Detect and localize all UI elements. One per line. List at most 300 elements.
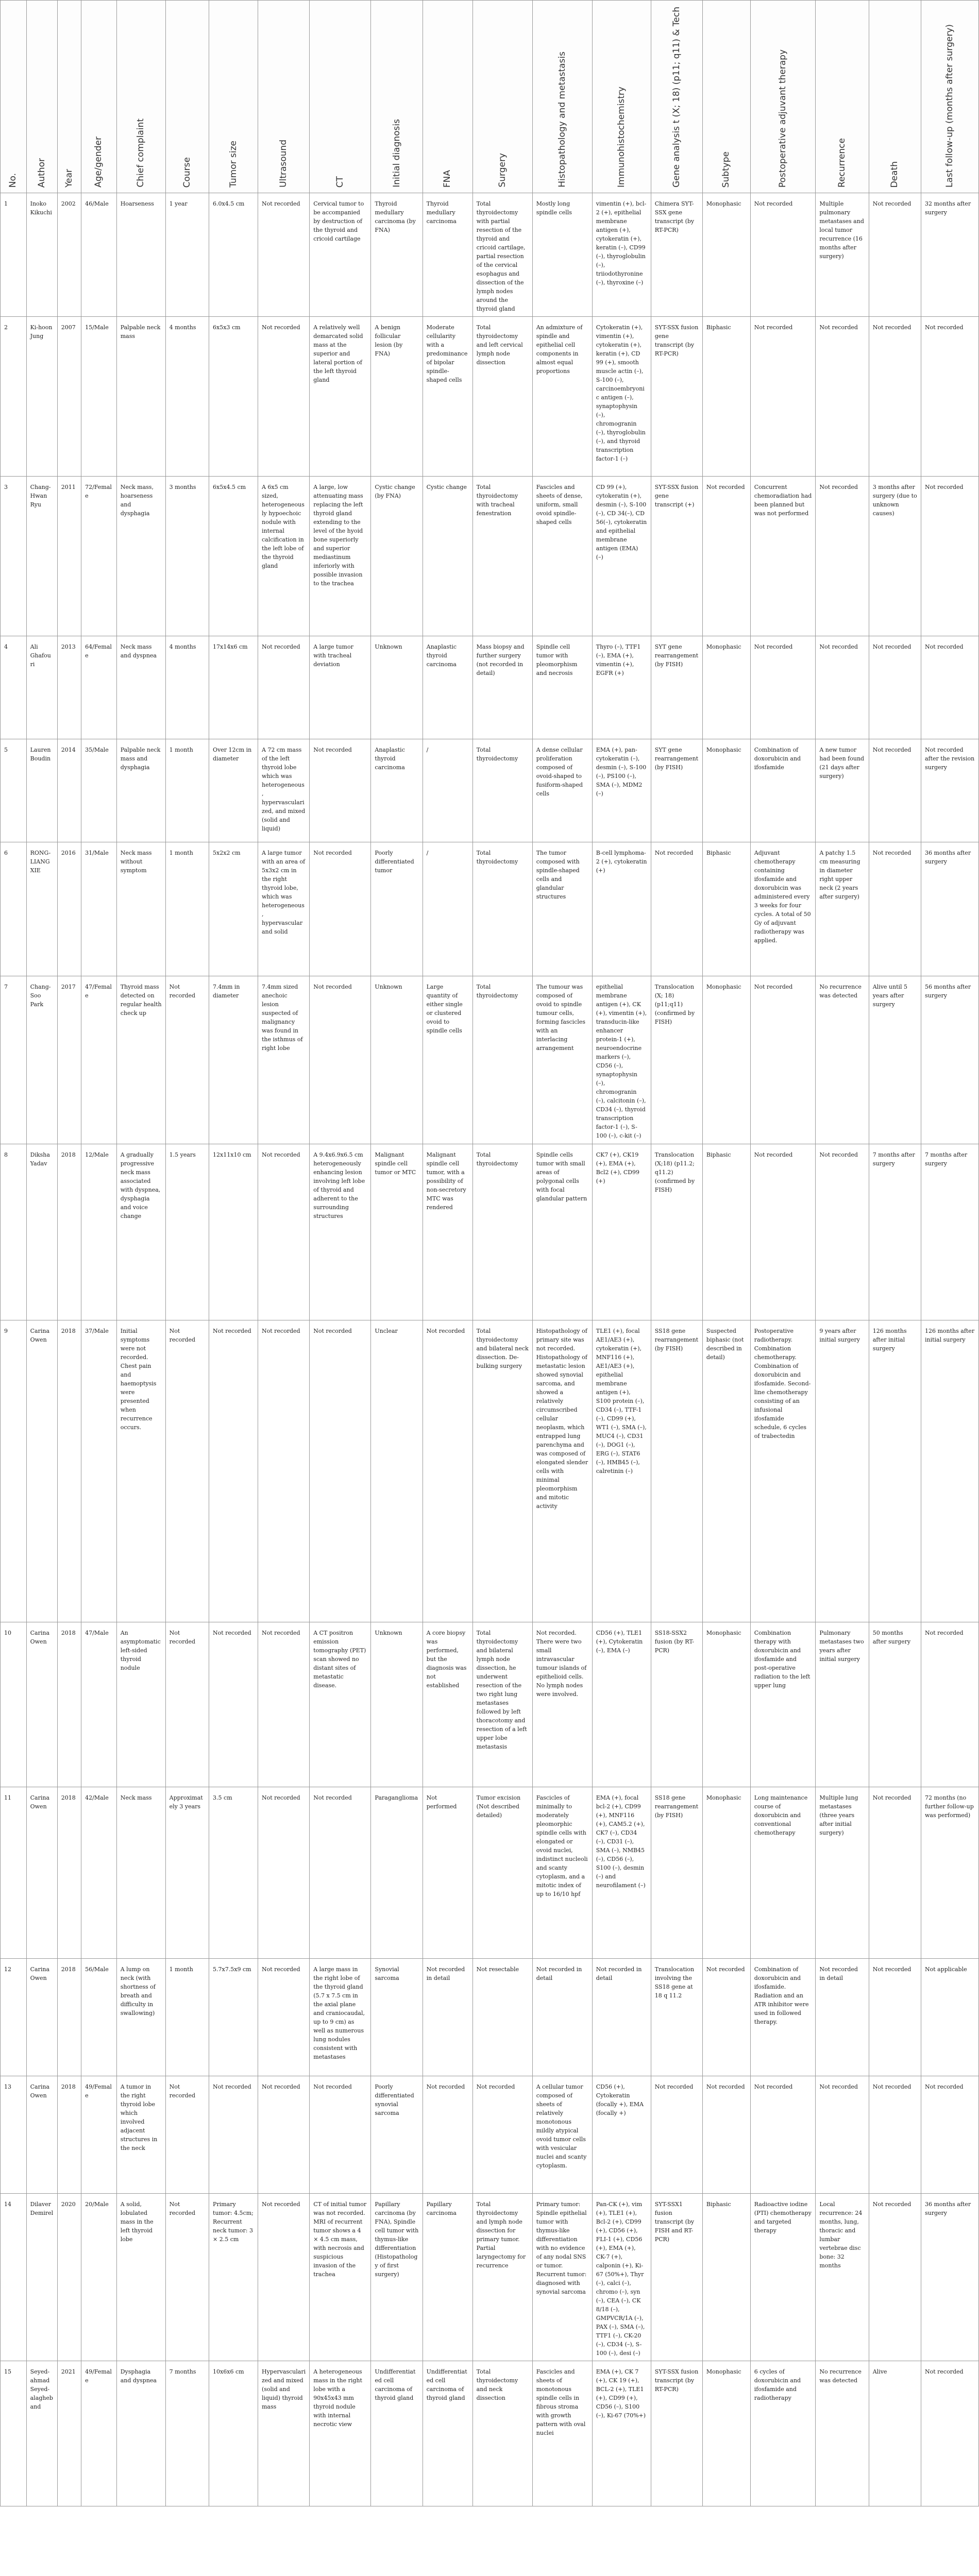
table-cell: / (423, 842, 472, 976)
table-cell: Synovial sarcoma (371, 1959, 423, 2076)
table-cell: 46/Male (81, 193, 117, 317)
header-cell: No. (1, 1, 27, 193)
table-cell: Not recorded (258, 2076, 309, 2194)
table-cell: 6.0x4.5 cm (209, 193, 258, 317)
table-cell: Total thyroidectomy and bilateral neck dissection. De-bulking surgery (472, 1320, 532, 1622)
table-cell: 7 (1, 976, 27, 1144)
table-cell: Chang-Hwan Ryu (26, 477, 57, 636)
table-cell: 15 (1, 2361, 27, 2506)
header-cell: Subtype (702, 1, 750, 193)
header-cell: Author (26, 1, 57, 193)
table-cell: Total thyroidectomy with tracheal fenestration (472, 477, 532, 636)
table-cell: 1 month (165, 1959, 209, 2076)
table-cell: Not recorded (310, 2076, 371, 2194)
table-cell: Not recorded (869, 2076, 921, 2194)
table-cell: Thyroid mass detected on regular health check up (116, 976, 165, 1144)
table-cell: Not recorded (869, 1787, 921, 1959)
table-cell: CT of initial tumor was not recorded. MRI of recurrent tumor shows a 4 × 4.5 cm mass, with necrosis and suspicious invasion of the trachea (310, 2194, 371, 2361)
table-cell: Adjuvant chemotherapy containing ifosfamide and doxorubicin was administered every 3 weeks for four cycles. A total of 50 Gy of adjuvant radiotherapy was applied. (750, 842, 816, 976)
table-cell: A large, low attenuating mass replacing the left thyroid gland extending to the level of the hyoid bone superiorly and superior mediastinum inferiorly with possible invasion to the trachea (310, 477, 371, 636)
table-cell: 5 (1, 739, 27, 842)
table-cell: Neck mass and dyspnea (116, 636, 165, 739)
table-cell: Not recorded (921, 477, 978, 636)
table-cell: Biphasic (702, 2194, 750, 2361)
table-cell: EMA (+), focal bcl-2 (+), CD99 (+), MNF116 (+), CAM5.2 (+), CK7 (–), CD34 (–), CD31 (–), SMA (–), NMB45 (–), CD56 (–), S100 (–), desmin (–) and neurofilament (–) (592, 1787, 651, 1959)
table-cell: 3.5 cm (209, 1787, 258, 1959)
table-cell: EMA (+), CK 7 (+), CK 19 (+), BCL-2 (+), TLE1 (+), CD99 (+), CD56 (–), S100 (–), Ki-67 (70%+) (592, 2361, 651, 2506)
table-cell: Not recorded (209, 1622, 258, 1787)
table-cell: A relatively well demarcated solid mass at the superior and lateral portion of the left thyroid gland (310, 317, 371, 477)
table-cell: Not recorded (816, 636, 869, 739)
table-cell: 31/Male (81, 842, 117, 976)
table-cell: Not performed (423, 1787, 472, 1959)
table-cell: Poorly differentiated synovial sarcoma (371, 2076, 423, 2194)
table-cell: Over 12cm in diameter (209, 739, 258, 842)
table-cell: No recurrence was detected (816, 976, 869, 1144)
table-cell: Dysphagia and dyspnea (116, 2361, 165, 2506)
table-cell: Concurrent chemoradiation had been planned but was not performed (750, 477, 816, 636)
table-cell: 2007 (57, 317, 81, 477)
table-cell: Monophasic (702, 636, 750, 739)
table-cell: Monophasic (702, 1622, 750, 1787)
table-cell: Not recorded (258, 1959, 309, 2076)
table-row (1, 1787, 979, 1959)
table-cell: 56/Male (81, 1959, 117, 2076)
table-cell: Not recorded (869, 317, 921, 477)
table-cell: Translocation (X;18) (p11.2; q11.2) (confirmed by FISH) (651, 1144, 702, 1320)
table-cell: 6x5x4.5 cm (209, 477, 258, 636)
table-row (1, 1959, 979, 2076)
table-cell: Approximately 3 years (165, 1787, 209, 1959)
table-cell: 56 months after surgery (921, 976, 978, 1144)
table-cell: Not recorded (258, 193, 309, 317)
table-cell: Total thyroidectomy (472, 1144, 532, 1320)
table-cell: 2018 (57, 1144, 81, 1320)
table-cell: 11 (1, 1787, 27, 1959)
table-cell: Total thyroidectomy and neck dissection (472, 2361, 532, 2506)
table-cell: 2 (1, 317, 27, 477)
header-cell: Surgery (472, 1, 532, 193)
table-cell: No recurrence was detected (816, 2361, 869, 2506)
table-cell: Thyroid medullary carcinoma (by FNA) (371, 193, 423, 317)
table-cell: 36 months after surgery (921, 2194, 978, 2361)
table-cell: A core biopsy was performed, but the diagnosis was not established (423, 1622, 472, 1787)
table-cell: Not recorded (750, 976, 816, 1144)
table-cell: 47/Male (81, 1622, 117, 1787)
table-cell: A lump on neck (with shortness of breath and difficulty in swallowing) (116, 1959, 165, 2076)
table-cell: Not recorded in detail (592, 1959, 651, 2076)
header-cell: Tumor size (209, 1, 258, 193)
table-row (1, 317, 979, 477)
table-cell: Biphasic (702, 1144, 750, 1320)
table-cell: Unknown (371, 636, 423, 739)
table-cell: A new tumor had been found (21 days after surgery) (816, 739, 869, 842)
table-cell: Alive until 5 years after surgery (869, 976, 921, 1144)
table-cell: Not recorded (869, 842, 921, 976)
table-cell: 6 cycles of doxorubicin and ifosfamide and radiotherapy (750, 2361, 816, 2506)
table-row (1, 2361, 979, 2506)
table-cell: Not recorded (310, 1320, 371, 1622)
table-cell: Not recorded (651, 2076, 702, 2194)
table-cell: A 6x5 cm sized, heterogeneously hypoechoic nodule with internal calcification in the left lobe of the thyroid gland (258, 477, 309, 636)
table-cell: Dilaver Demirel (26, 2194, 57, 2361)
table-cell: Not recorded (258, 1622, 309, 1787)
table-cell: Pan-CK (+), vim (+), TLE1 (+), Bcl-2 (+), CD99 (+), CD56 (+), FLI-1 (+), CD56 (+), EMA (+), CK-7 (+), calponin (+), Ki-67 (50%+), Thyr (–), calci (–), chromo (–), syn (–), CEA (–), CK 8/18 (–), GMPVCR/1A (–), PAX (–), SMA (–), TTF1 (–), CK-20 (–), CD34 (–), S-100 (–), desi (–) (592, 2194, 651, 2361)
table-cell: Undifferentiated cell carcinoma of thyroid gland (371, 2361, 423, 2506)
table-cell: Ki-hoon Jung (26, 317, 57, 477)
table-cell: Not recorded (310, 976, 371, 1144)
table-cell: 2018 (57, 2076, 81, 2194)
table-cell: Monophasic (702, 193, 750, 317)
table-cell: Not recorded (310, 842, 371, 976)
header-cell: Last follow-up (months after surgery) (921, 1, 978, 193)
header-cell: Initial diagnosis (371, 1, 423, 193)
header-cell: Immunohistochemistry (592, 1, 651, 193)
table-cell: 7 months (165, 2361, 209, 2506)
table-cell: Spindle cells tumor with small areas of polygonal cells with focal glandular pattern (532, 1144, 592, 1320)
table-cell: A tumor in the right thyroid lobe which involved adjacent structures in the neck (116, 2076, 165, 2194)
table-cell: 35/Male (81, 739, 117, 842)
table-cell: SYT-SSX fusion transcript (by RT-PCR) (651, 2361, 702, 2506)
header-cell: Ultrasound (258, 1, 309, 193)
table-cell: Cystic change (423, 477, 472, 636)
table-cell: Undifferentiated cell carcinoma of thyroid gland (423, 2361, 472, 2506)
table-cell: 2018 (57, 1787, 81, 1959)
table-cell: 12/Male (81, 1144, 117, 1320)
table-cell: 49/Female (81, 2361, 117, 2506)
table-cell: Total thyroidectomy (472, 976, 532, 1144)
table-cell: Not recorded after the revision surgery (921, 739, 978, 842)
table-cell: 10x6x6 cm (209, 2361, 258, 2506)
table-cell: Histopathology of primary site was not recorded. Histopathology of metastatic lesion showed synovial sarcoma, and showed a relatively circumscribed cellular neoplasm, which entrapped lung parenchyma and was composed of elongated slender cells with minimal pleomorphism and mitotic activity (532, 1320, 592, 1622)
table-cell: Anaplastic thyroid carcinoma (423, 636, 472, 739)
table-cell: 9 years after initial surgery (816, 1320, 869, 1622)
table-cell: Not recorded (921, 2076, 978, 2194)
header-cell: Postoperative adjuvant therapy (750, 1, 816, 193)
table-cell: Combination therapy with doxorubicin and ifosfamide and post-operative radiation to the left upper lung (750, 1622, 816, 1787)
table-cell: 2018 (57, 1320, 81, 1622)
table-row (1, 636, 979, 739)
table-cell: 7 months after surgery (869, 1144, 921, 1320)
table-cell: Not recorded (165, 1622, 209, 1787)
table-cell: Papillary carcinoma (by FNA), Spindle cell tumor with thymus-like differentiation (Histopathology of first surgery) (371, 2194, 423, 2361)
table-cell: Long maintenance course of doxorubicin and conventional chemotherapy (750, 1787, 816, 1959)
table-cell: vimentin (+), bcl-2 (+), epithelial membrane antigen (+), cytokeratin (+), keratin (–), CD99 (–), thyroglobulin (–), triiodothyronine (–), thyroxine (–) (592, 193, 651, 317)
table-cell: SYT-SSX1 fusion transcript (by FISH and RT-PCR) (651, 2194, 702, 2361)
table-cell: 6 (1, 842, 27, 976)
table-cell: Combination of doxorubicin and ifosfamide. Radiation and an ATR inhibitor were used in followed therapy. (750, 1959, 816, 2076)
table-cell: Total thyroidectomy and lymph node dissection for primary tumor. Partial laryngectomy for recurrence (472, 2194, 532, 2361)
table-cell: Suspected biphasic (not described in detail) (702, 1320, 750, 1622)
table-cell: 32 months after surgery (921, 193, 978, 317)
table-cell: SYT-SSX fusion gene transcript (by RT-PCR) (651, 317, 702, 477)
table-cell: 3 months after surgery (due to unknown causes) (869, 477, 921, 636)
table-cell: An asymptomatic left-sided thyroid nodule (116, 1622, 165, 1787)
table-cell: 2016 (57, 842, 81, 976)
table-cell: Primary tumor: Spindle epithelial tumor with thymus-like differentiation with no evidence of any nodal SNS or tumor. Recurrent tumor: diagnosed with synovial sarcoma (532, 2194, 592, 2361)
table-row (1, 193, 979, 317)
table-cell: A benign follicular lesion (by FNA) (371, 317, 423, 477)
table-cell: Not recorded in detail (532, 1959, 592, 2076)
table-cell: Fascicles of minimally to moderately pleomorphic spindle cells with elongated or ovoid nuclei, indistinct nucleoli and scanty cytoplasm, and a mitotic index of up to 16/10 hpf (532, 1787, 592, 1959)
table-cell: Not recorded (258, 2194, 309, 2361)
table-cell: RONG-LIANG XIE (26, 842, 57, 976)
table-cell: Mostly long spindle cells (532, 193, 592, 317)
table-cell: Mass biopsy and further surgery (not recorded in detail) (472, 636, 532, 739)
table-cell: Diksha Yadav (26, 1144, 57, 1320)
table-cell: Not resectable (472, 1959, 532, 2076)
table-cell: Hoarseness (116, 193, 165, 317)
table-cell: A cellular tumor composed of sheets of relatively monotonous mildly atypical ovoid tumor cells with vesicular nuclei and scanty cytoplasm. (532, 2076, 592, 2194)
table-cell: 4 (1, 636, 27, 739)
table-cell: Not recorded (258, 636, 309, 739)
table-cell: Not recorded (165, 1320, 209, 1622)
table-cell: 2020 (57, 2194, 81, 2361)
table-cell: Seyed-ahmad Seyed-alagheband (26, 2361, 57, 2506)
table-cell: 126 months after initial surgery (921, 1320, 978, 1622)
table-cell: Tumor excision (Not described detailed) (472, 1787, 532, 1959)
table-cell: 7 months after surgery (921, 1144, 978, 1320)
table-cell: Not recorded (258, 317, 309, 477)
table-row (1, 842, 979, 976)
table-cell: Biphasic (702, 842, 750, 976)
table-cell: Radioactive iodine (PTI) chemotherapy and targeted therapy (750, 2194, 816, 2361)
table-cell: A large tumor with tracheal deviation (310, 636, 371, 739)
table-cell: epithelial membrane antigen (+), CK (+), vimentin (+), transducin-like enhancer protein-1 (+), neuroendocrine markers (–), CD56 (–), synaptophysin (–), chromogranin (–), calcitonin (–), CD34 (–), thyroid transcription factor-1 (–), S-100 (–), c-kit (–) (592, 976, 651, 1144)
table-cell: Carina Owen (26, 1320, 57, 1622)
table-cell: SYT-SSX fusion gene transcript (+) (651, 477, 702, 636)
table-cell: Not recorded (651, 842, 702, 976)
table-cell: Not recorded (423, 2076, 472, 2194)
table-cell: Chimera SYT-SSX gene transcript (by RT-PCR) (651, 193, 702, 317)
table-cell: Malignant spindle cell tumor, with a possibility of non-secretory MTC was rendered (423, 1144, 472, 1320)
table-cell: 2018 (57, 1622, 81, 1787)
table-cell: TLE1 (+), focal AE1/AE3 (+), cytokeratin (+), MNF116 (+), AE1/AE3 (+), epithelial membrane antigen (+), S100 protein (–), CD34 (–), TTF-1 (–), CD99 (+), WT1 (–), SMA (–), MUC4 (–), CD31 (–), DOG1 (–), ERG (–), STAT6 (–), HMB45 (–), calretinin (–) (592, 1320, 651, 1622)
table-cell: Unclear (371, 1320, 423, 1622)
table-cell: Hypervascularized and mixed (solid and liquid) thyroid mass (258, 2361, 309, 2506)
table-cell: 2011 (57, 477, 81, 636)
table-cell: Unknown (371, 1622, 423, 1787)
header-cell: Age/gender (81, 1, 117, 193)
table-cell: Thyro (–), TTF1 (–), EMA (+), vimentin (+), EGFR (+) (592, 636, 651, 739)
table-cell: Primary tumor: 4.5cm; Recurrent neck tumor: 3 × 2.5 cm (209, 2194, 258, 2361)
table-cell: Translocation involving the SS18 gene at 18 q 11.2 (651, 1959, 702, 2076)
table-cell: Not recorded (258, 1144, 309, 1320)
table-cell: Not recorded. There were two small intravascular tumour islands of epithelioid cells. No lymph nodes were involved. (532, 1622, 592, 1787)
table-cell: 7.4mm in diameter (209, 976, 258, 1144)
table-row (1, 976, 979, 1144)
table-cell: Not recorded (869, 636, 921, 739)
table-cell: 5.7x7.5x9 cm (209, 1959, 258, 2076)
table-cell: Large quantity of either single or clustered ovoid to spindle cells (423, 976, 472, 1144)
table-cell: Multiple lung metastases (three years after initial surgery) (816, 1787, 869, 1959)
table-cell: Moderate cellularity with a predominance of bipolar spindle-shaped cells (423, 317, 472, 477)
table-cell: A 9.4x6.9x6.5 cm heterogeneously enhancing lesion involving left lobe of thyroid and adherent to the surrounding structures (310, 1144, 371, 1320)
table-cell: 4 months (165, 636, 209, 739)
table-cell: Not recorded (816, 1144, 869, 1320)
table-cell: Not recorded (750, 193, 816, 317)
table-cell: 7.4mm sized anechoic lesion suspected of malignancy was found in the isthmus of right lobe (258, 976, 309, 1144)
table-body (1, 193, 979, 2506)
table-cell: Not recorded (165, 2076, 209, 2194)
header-cell: Year (57, 1, 81, 193)
table-cell: 8 (1, 1144, 27, 1320)
table-cell: Chang-Soo Park (26, 976, 57, 1144)
header-cell: CT (310, 1, 371, 193)
table-cell: Ali Ghafouri (26, 636, 57, 739)
table-cell: Not recorded (165, 976, 209, 1144)
table-cell: A 72 cm mass of the left thyroid lobe which was heterogeneous, hypervascularized, and mixed (solid and liquid) (258, 739, 309, 842)
table-cell: 2002 (57, 193, 81, 317)
table-cell: 2013 (57, 636, 81, 739)
table-cell: Cystic change (by FNA) (371, 477, 423, 636)
table-cell: Alive (869, 2361, 921, 2506)
table-cell: Inoko Kikuchi (26, 193, 57, 317)
table-row (1, 1320, 979, 1622)
table-cell: Combination of doxorubicin and ifosfamide (750, 739, 816, 842)
table-cell: EMA (+), pan-cytokeratin (–), desmin (–), S-100 (–), PS100 (–), SMA (–), MDM2 (–) (592, 739, 651, 842)
table-cell: 17x14x6 cm (209, 636, 258, 739)
table-cell: Neck mass without symptom (116, 842, 165, 976)
table-cell: Neck mass, hoarseness and dysphagia (116, 477, 165, 636)
table-cell: 12x11x10 cm (209, 1144, 258, 1320)
table-cell: 1 month (165, 739, 209, 842)
table-cell: Not recorded (209, 2076, 258, 2194)
table-cell: CD56 (+), TLE1 (+), Cytokeratin (–), EMA (–) (592, 1622, 651, 1787)
table-cell: 36 months after surgery (921, 842, 978, 976)
table-cell: Papillary carcinoma (423, 2194, 472, 2361)
table-cell: 2014 (57, 739, 81, 842)
table-cell: A solid, lobulated mass in the left thyroid lobe (116, 2194, 165, 2361)
table-cell: Not recorded (472, 2076, 532, 2194)
table-cell: Palpable neck mass and dysphagia (116, 739, 165, 842)
table-row (1, 1622, 979, 1787)
table-cell: Thyroid medullary carcinoma (423, 193, 472, 317)
table-row (1, 2194, 979, 2361)
table-cell: SS18 gene rearrangement (by FISH) (651, 1320, 702, 1622)
table-cell: Biphasic (702, 317, 750, 477)
table-cell: A large mass in the right lobe of the thyroid gland (5.7 x 7.5 cm in the axial plane and craniocaudal, up to 9 cm) as well as numerous lung nodules consistent with metastases (310, 1959, 371, 2076)
table-cell: 1 year (165, 193, 209, 317)
table-cell: 5x2x2 cm (209, 842, 258, 976)
table-cell: Carina Owen (26, 1959, 57, 2076)
table-cell: Not recorded (750, 317, 816, 477)
header-cell: Recurrence (816, 1, 869, 193)
table-cell: Total thyroidectomy (472, 739, 532, 842)
table-cell: Not recorded (816, 317, 869, 477)
table-row (1, 2076, 979, 2194)
table-cell: Local recurrence: 24 months, lung, thoracic and lumbar vertebrae disc bone: 32 months (816, 2194, 869, 2361)
table-cell: 47/Female (81, 976, 117, 1144)
table-cell: Cytokeratin (+), vimentin (+), cytokeratin (+), keratin (+), CD 99 (+), smooth muscle actin (–), S-100 (–), carcinoembryonic antigen (–), synaptophysin (–), chromogranin (–), thyroglobulin (–), and thyroid transcription factor-1 (–) (592, 317, 651, 477)
table-cell: The tumor composed with spindle-shaped cells and glandular structures (532, 842, 592, 976)
table-cell: SYT gene rearrangement (by FISH) (651, 636, 702, 739)
table-cell: Spindle cell tumor with pleomorphism and necrosis (532, 636, 592, 739)
table-cell: Not recorded (750, 1144, 816, 1320)
table-cell: Not applicable (921, 1959, 978, 2076)
header-cell: Death (869, 1, 921, 193)
table-cell: 64/Female (81, 636, 117, 739)
table-cell: Not recorded (816, 2076, 869, 2194)
table-cell: Not recorded (310, 739, 371, 842)
table-cell: 72 months (no further follow-up was performed) (921, 1787, 978, 1959)
table-cell: Paraganglioma (371, 1787, 423, 1959)
table-cell: Not recorded (702, 2076, 750, 2194)
table-cell: 13 (1, 2076, 27, 2194)
table-cell: / (423, 739, 472, 842)
table-cell: SS18-SSX2 fusion (by RT-PCR) (651, 1622, 702, 1787)
table-cell: Not recorded (258, 1787, 309, 1959)
table-cell: Not recorded (165, 2194, 209, 2361)
table-cell: Pulmonary metastases two years after initial surgery (816, 1622, 869, 1787)
table-cell: 3 (1, 477, 27, 636)
table-cell: A gradually progressive neck mass associated with dyspnea, dysphagia and voice change (116, 1144, 165, 1320)
table-cell: A heterogeneous mass in the right lobe with a 90x45x43 mm thyroid nodule with internal necrotic view (310, 2361, 371, 2506)
table-cell: An admixture of spindle and epithelial cell components in almost equal proportions (532, 317, 592, 477)
table-cell: Initial symptoms were not recorded. Chest pain and haemoptysis were presented when recurrence occurs. (116, 1320, 165, 1622)
table-cell: Not recorded (258, 1320, 309, 1622)
table-cell: CD 99 (+), cytokeratin (+), desmin (–), S-100 (–), CD 34(–), CD 56(–), cytokeratin and epithelial membrane antigen (EMA) (–) (592, 477, 651, 636)
table-cell: B-cell lymphoma-2 (+), cytokeratin (+) (592, 842, 651, 976)
table-cell: 10 (1, 1622, 27, 1787)
table-cell: Not recorded (921, 1622, 978, 1787)
table-cell: Malignant spindle cell tumor or MTC (371, 1144, 423, 1320)
header-cell: Gene analysis t (X; 18) (p11; q11) & Tech (651, 1, 702, 193)
table-cell: Not recorded (921, 636, 978, 739)
table-cell: 42/Male (81, 1787, 117, 1959)
table-row (1, 1144, 979, 1320)
table-cell: 37/Male (81, 1320, 117, 1622)
table-cell: Carina Owen (26, 1622, 57, 1787)
table-cell: Not recorded (869, 739, 921, 842)
table-cell: 72/Female (81, 477, 117, 636)
table-cell: Not recorded (750, 636, 816, 739)
table-cell: Postoperative radiotherapy. Combination chemotherapy. Combination of doxorubicin and ifosfamide. Second-line chemotherapy consisting of an infusional ifosfamide schedule, 6 cycles of trabectedin (750, 1320, 816, 1622)
table-row (1, 739, 979, 842)
table-cell: 3 months (165, 477, 209, 636)
table-cell: 50 months after surgery (869, 1622, 921, 1787)
table-cell: 20/Male (81, 2194, 117, 2361)
table-cell: Not recorded (869, 2194, 921, 2361)
table-cell: Not recorded in detail (423, 1959, 472, 2076)
table-cell: A dense cellular proliferation composed of ovoid-shaped to fusiform-shaped cells (532, 739, 592, 842)
table-cell: Monophasic (702, 2361, 750, 2506)
table-cell: 12 (1, 1959, 27, 2076)
table-cell: Not recorded (702, 1959, 750, 2076)
table-cell: Not recorded (750, 2076, 816, 2194)
table-cell: 15/Male (81, 317, 117, 477)
table-cell: Not recorded (310, 1787, 371, 1959)
table-cell: 1 (1, 193, 27, 317)
table-row (1, 477, 979, 636)
table-cell: Not recorded in detail (816, 1959, 869, 2076)
table-cell: Cervical tumor to be accompanied by destruction of the thyroid and cricoid cartilage (310, 193, 371, 317)
table-cell: Not recorded (921, 2361, 978, 2506)
table-cell: CK7 (+), CK19 (+), EMA (+), Bcl2 (+), CD99 (+) (592, 1144, 651, 1320)
header-cell: Chief complaint (116, 1, 165, 193)
table-cell: 2021 (57, 2361, 81, 2506)
table-cell: Total thyroidectomy and bilateral lymph node dissection, he underwent resection of the two right lung metastases followed by left thoracotomy and resection of a left upper lobe metastasis (472, 1622, 532, 1787)
table-cell: 9 (1, 1320, 27, 1622)
table-cell: Total thyroidectomy (472, 842, 532, 976)
table-cell: 14 (1, 2194, 27, 2361)
table-cell: 6x5x3 cm (209, 317, 258, 477)
table-cell: 1.5 years (165, 1144, 209, 1320)
table-cell: Fascicles and sheets of dense, uniform, small ovoid spindle-shaped cells (532, 477, 592, 636)
table-cell: Fascicles and sheets of monotonous spindle cells in fibrous stroma with growth pattern with oval nuclei (532, 2361, 592, 2506)
table-cell: Unknown (371, 976, 423, 1144)
table-cell: 2017 (57, 976, 81, 1144)
